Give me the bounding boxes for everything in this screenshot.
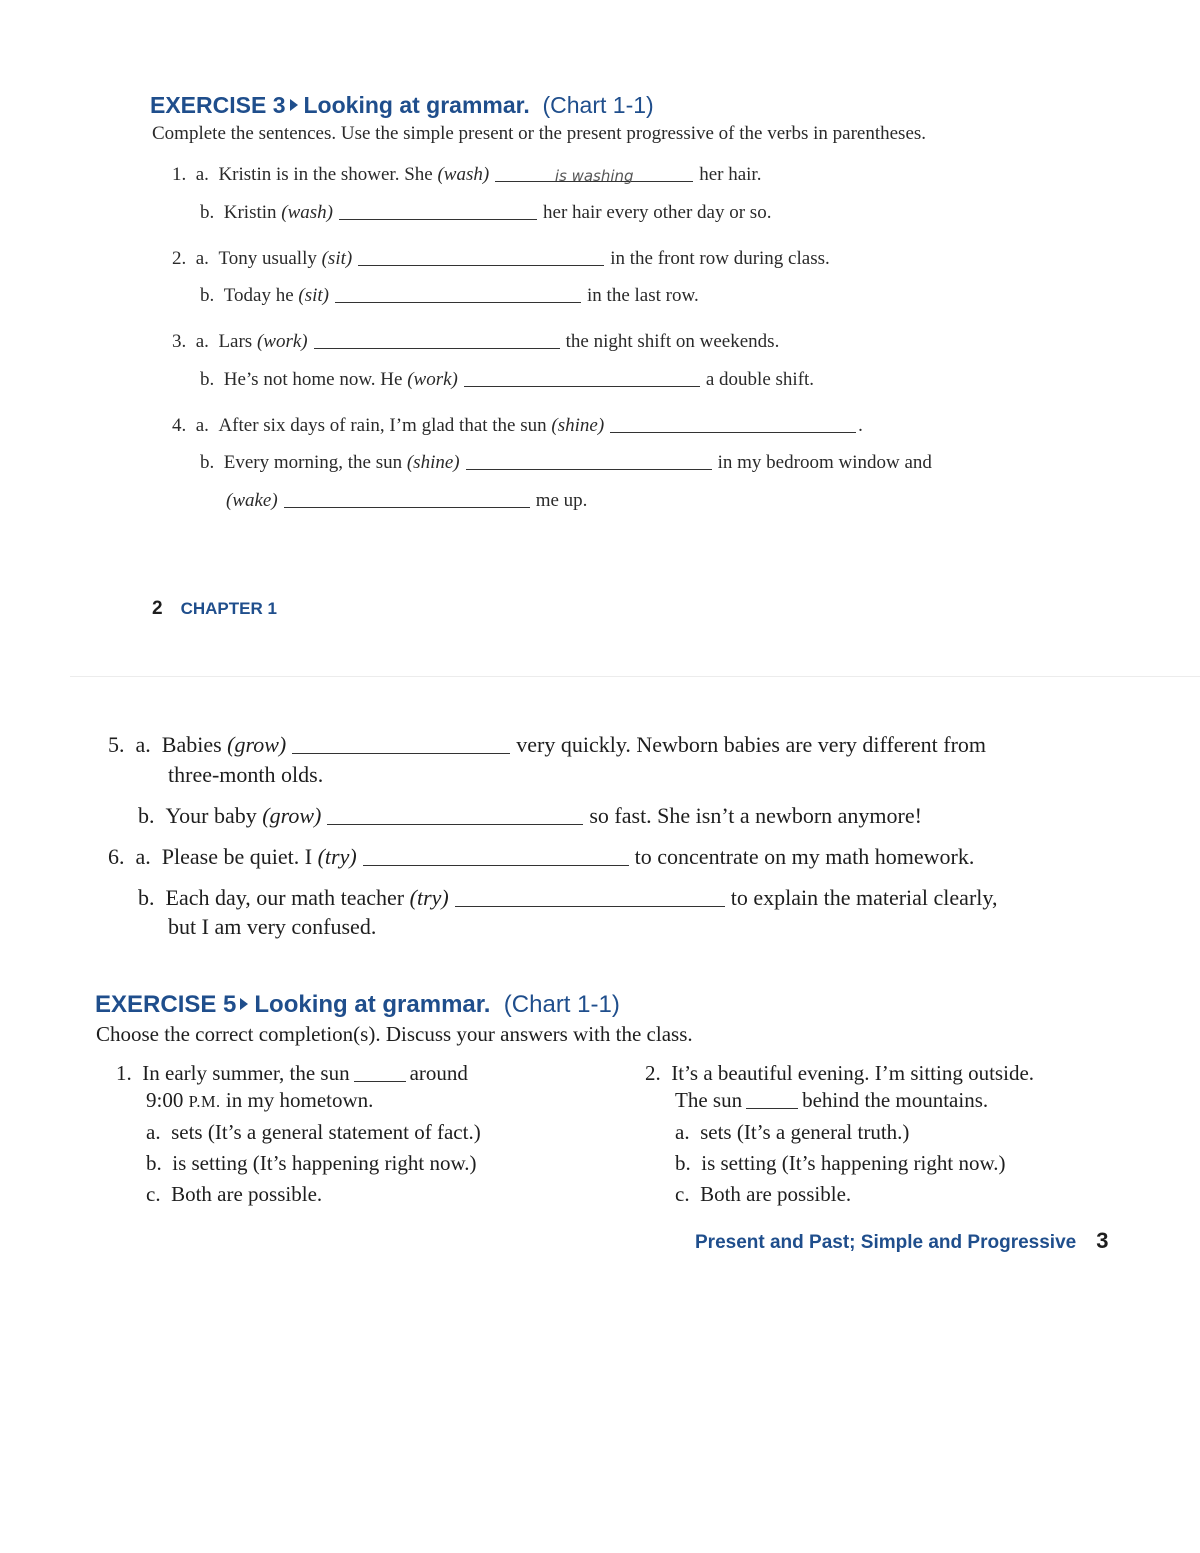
page-2-footer [152, 598, 277, 620]
page-number: 3 [1096, 1228, 1109, 1253]
chapter-title: Present and Past; Simple and Progressive [695, 1232, 1077, 1253]
exercise-5-heading: EXERCISE 5 Looking at grammar. (Chart 1-1) [95, 991, 620, 1018]
answer-blank[interactable] [327, 824, 583, 825]
ex3-item-3a: 3. a. Lars (work) the night shift on weekends. [172, 331, 780, 352]
ex5-q2-option-a[interactable]: a. sets (It’s a general truth.) [675, 1120, 910, 1144]
ex3-item-4a: 4. a. After six days of rain, I’m glad that the sun (shine) . [172, 415, 863, 436]
answer-blank[interactable] [464, 386, 700, 387]
ex3-item-3b: b. He’s not home now. He (work) a double shift. [200, 369, 815, 390]
ex3-item-2a: 2. a. Tony usually (sit) in the front row during class. [172, 248, 830, 269]
answer-blank[interactable] [339, 219, 537, 220]
answer-blank[interactable] [358, 265, 604, 266]
answer-blank[interactable] [292, 753, 510, 754]
ex4-item-5a-line2: three-month olds. [168, 762, 324, 787]
exercise-3-heading: EXERCISE 3 Looking at grammar. (Chart 1-1) [150, 92, 654, 118]
ex3-item-1b: b. Kristin (wash) her hair every other day or so. [200, 202, 772, 223]
answer-blank[interactable] [746, 1108, 798, 1109]
ex5-q2-option-c[interactable]: c. Both are possible. [675, 1182, 852, 1206]
ex3-item-1a: 1. a. Kristin is in the shower. She (wash) is washing her hair. [172, 164, 762, 185]
ex5-q2-option-b[interactable]: b. is setting (It’s happening right now.) [675, 1151, 1006, 1175]
ex5-q1-option-c[interactable]: c. Both are possible. [146, 1182, 323, 1206]
ex5-question-1-line2: 9:00 P.M. in my hometown. [146, 1088, 374, 1112]
filled-answer: is washing [554, 167, 634, 185]
ex4-item-6b-line2: but I am very confused. [168, 914, 377, 939]
ex5-q1-option-a[interactable]: a. sets (It’s a general statement of fact.) [146, 1120, 481, 1144]
triangle-icon [240, 998, 248, 1010]
ex4-item-6b: b. Each day, our math teacher (try) to explain the material clearly, [138, 885, 998, 910]
answer-blank[interactable] [495, 167, 693, 185]
ex5-question-2: 2. It’s a beautiful evening. I’m sitting outside. [645, 1061, 1035, 1085]
answer-blank[interactable] [610, 432, 856, 433]
ex3-item-4b: b. Every morning, the sun (shine) in my bedroom window and [200, 452, 932, 473]
ex4-item-5a: 5. a. Babies (grow) very quickly. Newborn babies are very different from [108, 732, 987, 757]
page-divider [70, 676, 1200, 677]
page-number: 2 [152, 598, 163, 619]
answer-blank[interactable] [314, 348, 560, 349]
ex5-question-2-line2: The sun behind the mountains. [675, 1088, 989, 1112]
ex5-q1-option-b[interactable]: b. is setting (It’s happening right now.) [146, 1151, 477, 1175]
answer-blank[interactable] [455, 906, 725, 907]
answer-blank[interactable] [466, 469, 712, 470]
chapter-label: CHAPTER 1 [180, 599, 277, 618]
ex4-item-6a: 6. a. Please be quiet. I (try) to concentrate on my math homework. [108, 844, 975, 869]
ex4-item-5b: b. Your baby (grow) so fast. She isn’t a newborn anymore! [138, 803, 922, 828]
ex3-item-4b-line2: (wake) me up. [226, 490, 588, 511]
ex5-question-1: 1. In early summer, the sun around [116, 1061, 468, 1085]
exercise-3-instructions: Complete the sentences. Use the simple present or the present progressive of the verbs in parentheses. [152, 123, 927, 144]
page-3-footer [695, 1228, 1108, 1254]
answer-blank[interactable] [335, 302, 581, 303]
ex3-item-2b: b. Today he (sit) in the last row. [200, 285, 699, 306]
triangle-icon [290, 99, 298, 111]
exercise-5-instructions: Choose the correct completion(s). Discuss your answers with the class. [96, 1022, 693, 1046]
answer-blank[interactable] [363, 865, 629, 866]
answer-blank[interactable] [354, 1081, 406, 1082]
answer-blank[interactable] [284, 507, 530, 508]
